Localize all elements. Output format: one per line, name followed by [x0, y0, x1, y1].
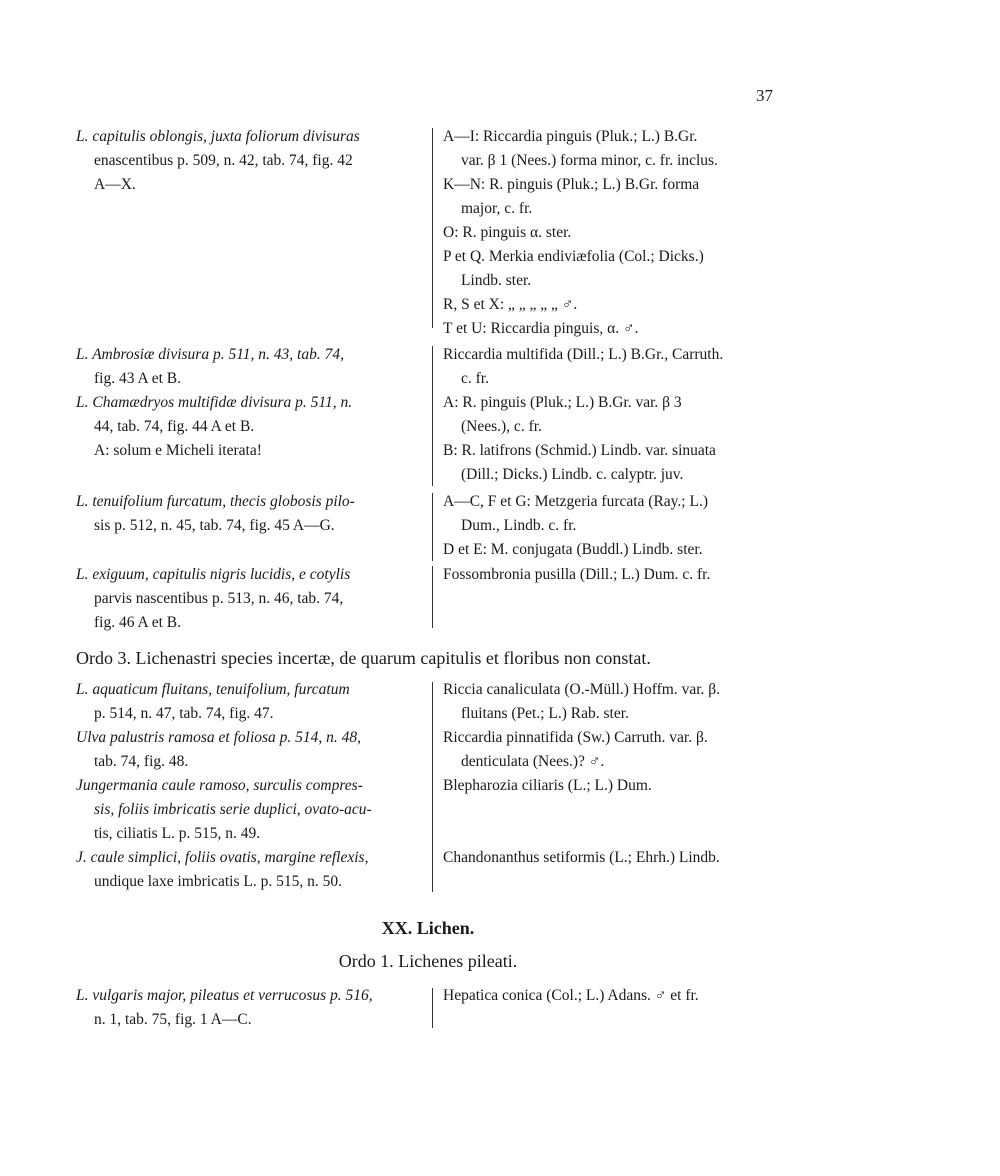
- entry-line: L. exiguum, capitulis nigris lucidis, e cotylis: [76, 566, 351, 583]
- identification-line: Riccardia pinnatifida (Sw.) Carruth. var. β.: [443, 729, 708, 746]
- column-divider: [432, 346, 433, 486]
- entry-line: A: solum e Micheli iterata!: [94, 442, 262, 459]
- entry-line: Ulva palustris ramosa et foliosa p. 514, n. 48,: [76, 729, 362, 746]
- identification-line: (Nees.), c. fr.: [461, 418, 542, 435]
- identification-line: D et E: M. conjugata (Buddl.) Lindb. ster.: [443, 541, 703, 558]
- identification-hepatica: [443, 984, 793, 1008]
- entry-line: undique laxe imbricatis L. p. 515, n. 50.: [94, 873, 342, 890]
- identification-spacer: [443, 798, 793, 822]
- identification-line: Blepharozia ciliaris (L.; L.) Dum.: [443, 777, 652, 794]
- identification-line: O: R. pinguis α. ster.: [443, 224, 572, 241]
- identification-fossombronia: [443, 563, 793, 587]
- ordo-3-heading: Ordo 3. Lichenastri species incertæ, de quarum capitulis et floribus non constat.: [76, 648, 651, 668]
- entry-line: L. Chamædryos multifidæ divisura p. 511, n.: [76, 394, 353, 411]
- identification-line: K—N: R. pinguis (Pluk.; L.) B.Gr. forma: [443, 176, 700, 193]
- identification-riccardia-pinguis: [443, 125, 793, 341]
- entry-line: J. caule simplici, foliis ovatis, margine reflexis,: [76, 849, 369, 866]
- entry-line: sis p. 512, n. 45, tab. 74, fig. 45 A—G.: [94, 517, 335, 534]
- identification-line: A: R. pinguis (Pluk.; L.) B.Gr. var. β 3: [443, 394, 682, 411]
- entry-ordo-3-species: [76, 678, 428, 894]
- identification-line: Hepatica conica (Col.; L.) Adans. ♂ et fr.: [443, 987, 699, 1004]
- identification-line: major, c. fr.: [461, 200, 533, 217]
- column-divider: [432, 493, 433, 561]
- entry-vulgaris-major: [76, 984, 428, 1032]
- entry-line: fig. 43 A et B.: [94, 370, 181, 387]
- column-divider: [432, 682, 433, 892]
- identification-line: A—I: Riccardia pinguis (Pluk.; L.) B.Gr.: [443, 128, 698, 145]
- entry-line: p. 514, n. 47, tab. 74, fig. 47.: [94, 705, 274, 722]
- entry-line: sis, foliis imbricatis serie duplici, ovato-acu-: [94, 801, 372, 818]
- entry-tenuifolium-furcatum: [76, 490, 428, 538]
- entry-capitulis-oblongis: [76, 125, 428, 197]
- identification-spacer: [443, 822, 793, 846]
- identification-line: Riccia canaliculata (O.-Müll.) Hoffm. var. β.: [443, 681, 721, 698]
- identification-ordo-3: [443, 678, 793, 870]
- identification-line: B: R. latifrons (Schmid.) Lindb. var. sinuata: [443, 442, 716, 459]
- identification-line: (Dill.; Dicks.) Lindb. c. calyptr. juv.: [461, 466, 684, 483]
- column-divider: [432, 566, 433, 628]
- entry-line: parvis nascentibus p. 513, n. 46, tab. 74,: [94, 590, 344, 607]
- entry-line: L. vulgaris major, pileatus et verrucosus p. 516,: [76, 987, 373, 1004]
- identification-line: P et Q. Merkia endiviæfolia (Col.; Dicks.): [443, 248, 704, 265]
- entry-line: tis, ciliatis L. p. 515, n. 49.: [94, 825, 261, 842]
- identification-line: denticulata (Nees.)? ♂.: [461, 753, 605, 770]
- entry-exiguum: [76, 563, 428, 635]
- column-divider: [432, 128, 433, 328]
- entry-line: L. tenuifolium furcatum, thecis globosis pilo-: [76, 493, 355, 510]
- entry-line: L. Ambrosiæ divisura p. 511, n. 43, tab. 74,: [76, 346, 344, 363]
- identification-line: T et U: Riccardia pinguis, α. ♂.: [443, 320, 639, 337]
- identification-line: A—C, F et G: Metzgeria furcata (Ray.; L.): [443, 493, 708, 510]
- identification-line: Chandonanthus setiformis (L.; Ehrh.) Lindb.: [443, 849, 720, 866]
- page-number: 37: [756, 86, 773, 105]
- identification-line: Dum., Lindb. c. fr.: [461, 517, 577, 534]
- entry-line: A—X.: [94, 176, 136, 193]
- column-divider: [432, 988, 433, 1028]
- identification-line: fluitans (Pet.; L.) Rab. ster.: [461, 705, 629, 722]
- entry-ambrosiae-chamaedryos: [76, 343, 428, 463]
- section-title: XX. Lichen.: [381, 918, 475, 938]
- identification-line: Fossombronia pusilla (Dill.; L.) Dum. c. fr.: [443, 566, 711, 583]
- ordo-1-heading: Ordo 1. Lichenes pileati.: [338, 951, 518, 971]
- entry-line: Jungermania caule ramoso, surculis compres-: [76, 777, 363, 794]
- entry-line: tab. 74, fig. 48.: [94, 753, 189, 770]
- entry-line: L. aquaticum fluitans, tenuifolium, furcatum: [76, 681, 350, 698]
- identification-metzgeria: [443, 490, 793, 562]
- entry-line: 44, tab. 74, fig. 44 A et B.: [94, 418, 255, 435]
- entry-line: L. capitulis oblongis, juxta foliorum divisuras: [76, 128, 360, 145]
- entry-line: n. 1, tab. 75, fig. 1 A—C.: [94, 1011, 252, 1028]
- identification-line: Lindb. ster.: [461, 272, 532, 289]
- identification-line: c. fr.: [461, 370, 489, 387]
- entry-line: fig. 46 A et B.: [94, 614, 181, 631]
- identification-line: Riccardia multifida (Dill.; L.) B.Gr., Carruth.: [443, 346, 724, 363]
- identification-riccardia-multifida: [443, 343, 793, 487]
- identification-line: R, S et X: „ „ „ „ „ ♂.: [443, 296, 578, 313]
- identification-line: var. β 1 (Nees.) forma minor, c. fr. inclus.: [461, 152, 718, 169]
- entry-line: enascentibus p. 509, n. 42, tab. 74, fig. 42: [94, 152, 353, 169]
